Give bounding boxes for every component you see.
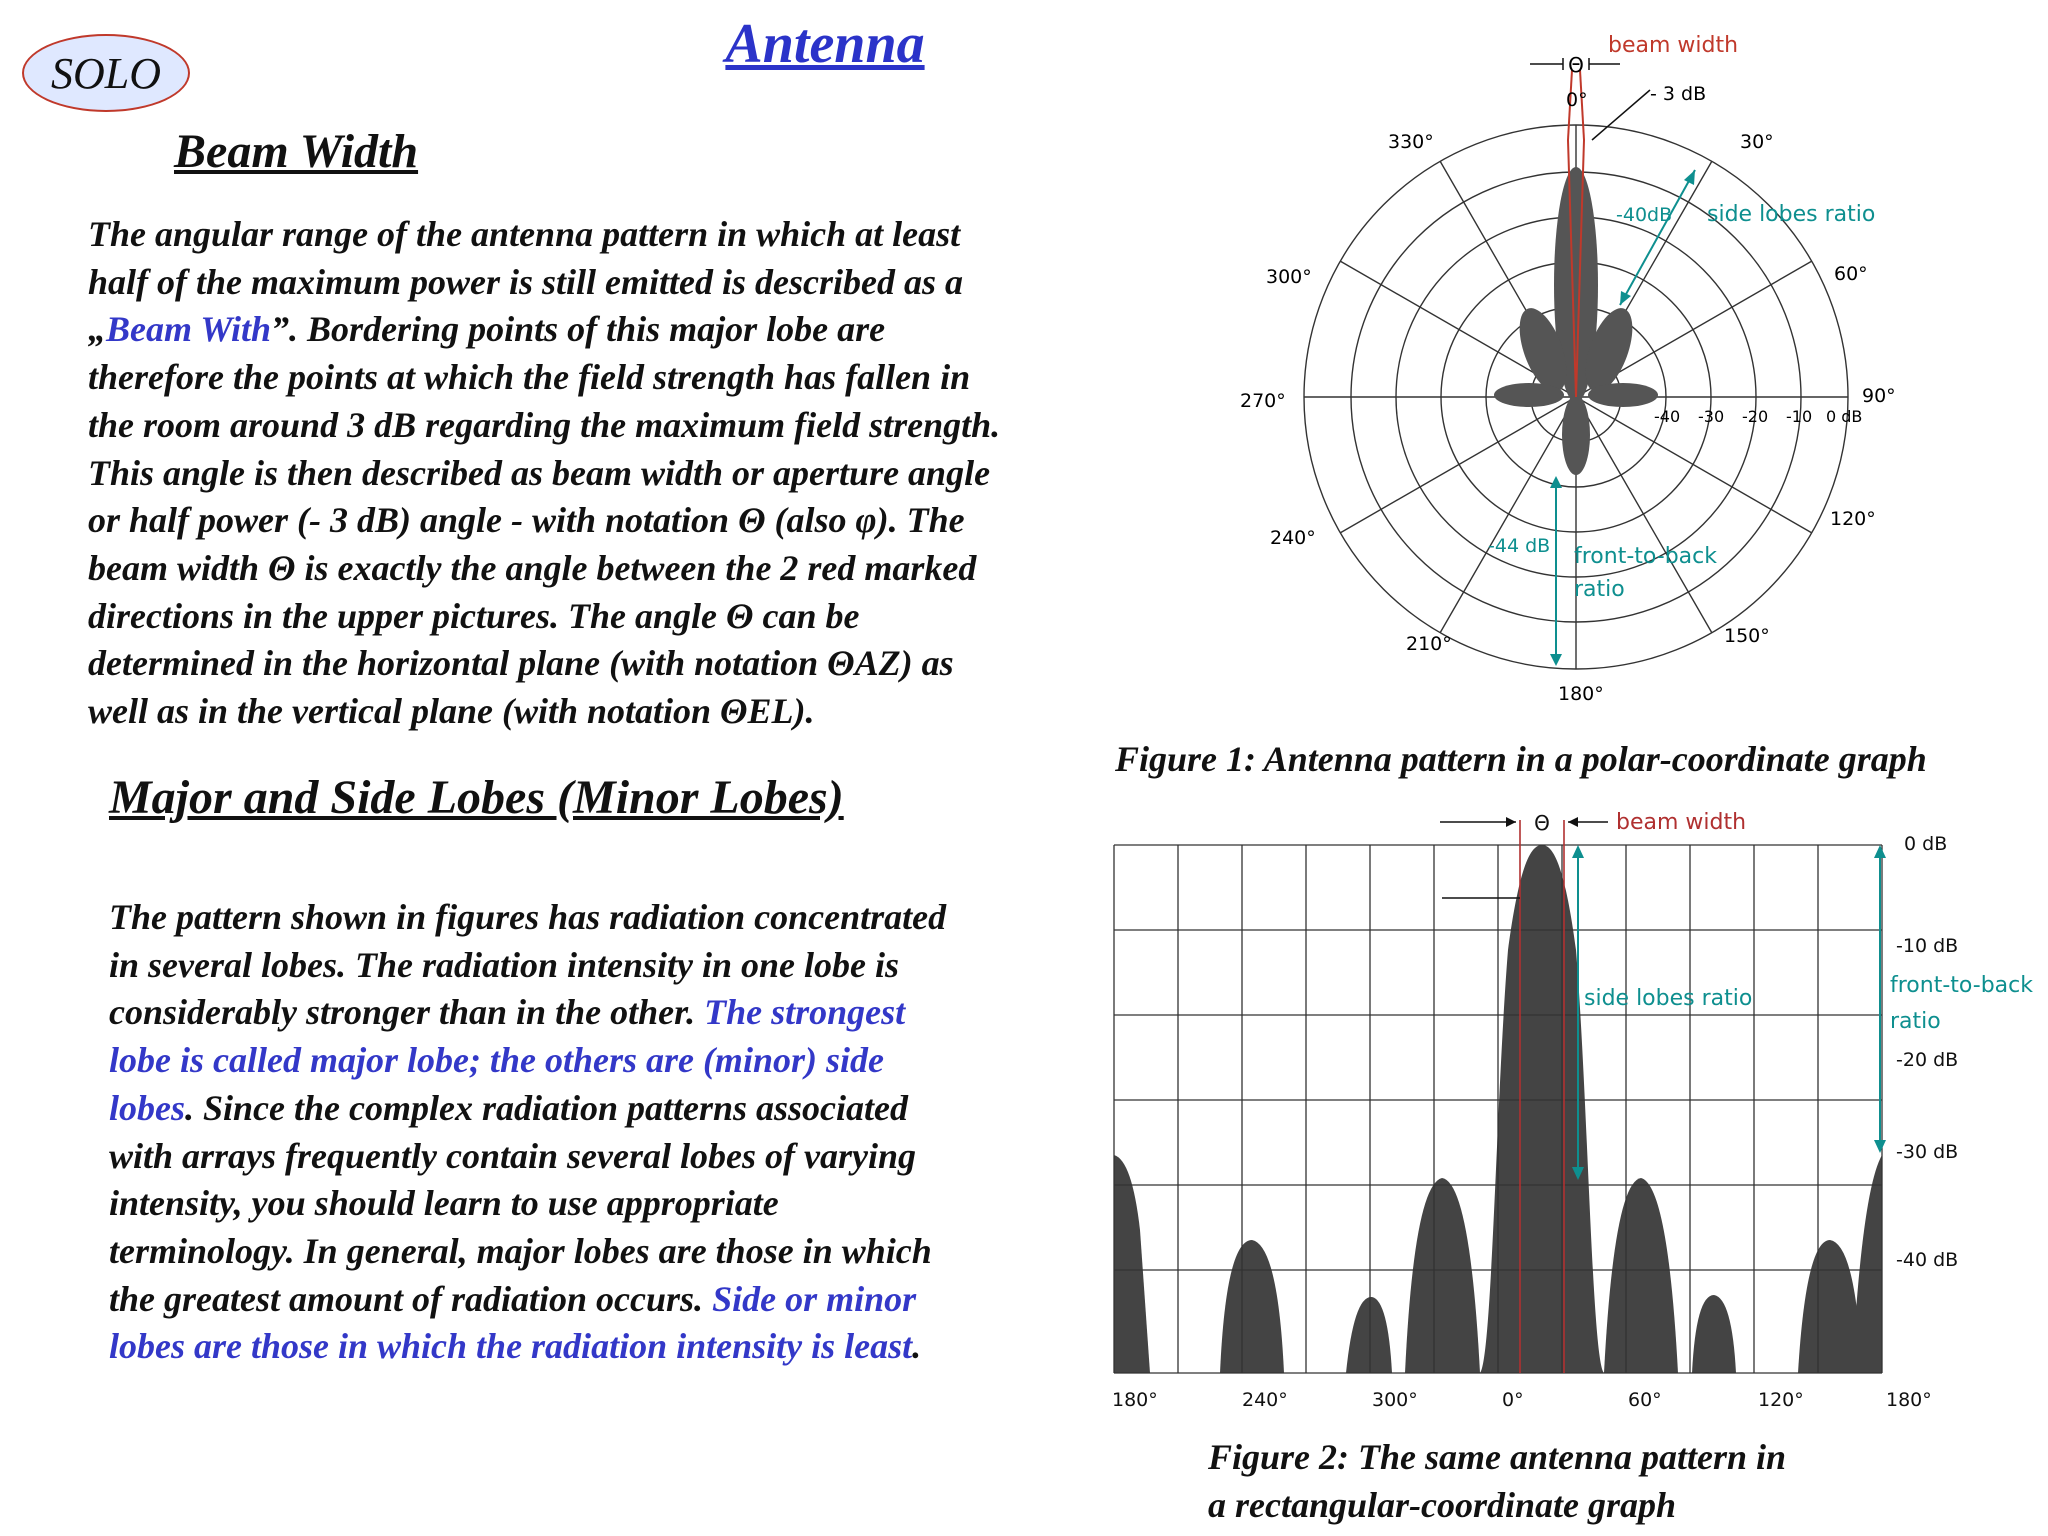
text-segment: with arrays frequently contain several lobes of varying (109, 1135, 916, 1176)
text-segment: terminology. In general, major lobes are those in which (109, 1230, 932, 1271)
fig2-db-label: -30 dB (1896, 1141, 1959, 1163)
page-title: Antenna (725, 13, 925, 75)
fig1-front-back-label-1: front-to-back (1574, 544, 1717, 569)
text-segment: determined in the horizontal plane (with notation ΘAZ) as (88, 643, 954, 684)
fig1-scale-40: -40 (1654, 407, 1681, 426)
beam-width-line (88, 497, 1128, 545)
pattern-lobe (1405, 1178, 1480, 1373)
front-back-arrow-head-up (1874, 845, 1886, 858)
fig1-angle-210: 210° (1406, 633, 1452, 655)
beam-width-line (88, 211, 1128, 259)
text-segment: therefore the points at which the field strength has fallen in (88, 357, 971, 398)
lobes-line (109, 1037, 1109, 1085)
lobes-line (109, 1276, 1109, 1324)
highlighted-text: Side or minor (712, 1278, 917, 1319)
fig2-db-label: 0 dB (1904, 833, 1948, 855)
theta-arrow-right-head (1568, 817, 1578, 827)
fig1-front-back-label-2: ratio (1574, 577, 1625, 602)
pattern-lobe (1798, 1240, 1862, 1373)
fig2-front-back-label-1: front-to-back (1890, 973, 2033, 998)
figure2-caption (1208, 1433, 1786, 1529)
polar-pattern-figure (1220, 30, 2020, 720)
beam-width-line (88, 402, 1128, 450)
lobes-line (109, 942, 1109, 990)
fig1-angle-60: 60° (1834, 263, 1868, 285)
fig1-minus3-label: - 3 dB (1650, 83, 1707, 105)
fig2-front-back-label-2: ratio (1890, 1009, 1941, 1034)
theta-arrow-left-head (1506, 817, 1516, 827)
beam-width-line (88, 354, 1128, 402)
fig2-x-label: 300° (1372, 1389, 1418, 1411)
fig1-angle-240: 240° (1270, 527, 1316, 549)
pattern-lobe (1692, 1295, 1736, 1373)
pattern-lobe (1604, 1178, 1678, 1373)
fig1-fb-head-down (1550, 654, 1562, 666)
fig2-theta: Θ (1534, 811, 1550, 835)
text-segment: well as in the vertical plane (with notation ΘEL). (88, 691, 815, 732)
text-segment: This angle is then described as beam width or aperture angle (88, 452, 991, 493)
fig1-side-lobes-label: side lobes ratio (1707, 202, 1876, 227)
fig1-beam-width-label: beam width (1608, 33, 1739, 58)
text-segment: intensity, you should learn to use appropriate (109, 1183, 779, 1224)
highlighted-text: lobe is called major lobe; the others are (minor) side (109, 1040, 884, 1081)
beam-width-line (88, 640, 1128, 688)
fig2-beam-width-label: beam width (1616, 810, 1747, 835)
pattern-lobe (1114, 1155, 1150, 1373)
fig2-x-label: 60° (1628, 1389, 1662, 1411)
beam-width-line (88, 259, 1128, 307)
text-segment: in several lobes. The radiation intensity in one lobe is (109, 944, 900, 985)
fig1-angle-270: 270° (1240, 390, 1286, 412)
lobes-line (109, 1180, 1109, 1228)
text-segment: or half power (- 3 dB) angle - with notation Θ (also φ). The (88, 500, 965, 541)
fig1-angle-300: 300° (1266, 266, 1312, 288)
fig2-x-label: 180° (1112, 1389, 1158, 1411)
front-back-arrow-head-down (1874, 1140, 1886, 1153)
fig1-minus40-label: -40dB (1616, 204, 1673, 226)
fig1-side-lobe-arrow (1620, 170, 1695, 305)
text-segment: the greatest amount of radiation occurs. (109, 1278, 713, 1319)
figure2-caption-line-1: Figure 2: The same antenna pattern in (1208, 1437, 1787, 1477)
text-segment: „ (88, 309, 106, 350)
fig1-fb-head-up (1550, 476, 1562, 488)
text-segment: . Since the complex radiation patterns associated (185, 1087, 909, 1128)
beam-width-line (88, 688, 1128, 736)
fig2-side-lobes-label: side lobes ratio (1584, 986, 1753, 1011)
fig1-angle-90: 90° (1862, 385, 1896, 407)
text-segment: beam width Θ is exactly the angle between the 2 red marked (88, 547, 977, 588)
text-segment: half of the maximum power is still emitted is described as a (88, 261, 964, 302)
fig2-x-label: 0° (1502, 1389, 1524, 1411)
fig2-db-label: -10 dB (1896, 935, 1959, 957)
beam-width-line (88, 593, 1128, 641)
text-segment: considerably stronger than in the other. (109, 992, 705, 1033)
lobes-line (109, 1228, 1109, 1276)
figure2-caption-line-2: a rectangular-coordinate graph (1208, 1485, 1677, 1525)
pattern-lobe (1852, 1155, 1882, 1373)
lobes-line (109, 1085, 1109, 1133)
fig1-zero-label: 0° (1566, 89, 1588, 111)
fig1-angle-120: 120° (1830, 508, 1876, 530)
lobes-paragraph (109, 894, 1109, 1371)
fig2-x-label: 240° (1242, 1389, 1288, 1411)
lobes-line (109, 989, 1109, 1037)
fig1-angle-150: 150° (1724, 625, 1770, 647)
fig1-minus44-label: -44 dB (1488, 535, 1551, 557)
fig1-angle-30: 30° (1740, 131, 1774, 153)
text-segment: The pattern shown in figures has radiation concentrated (109, 897, 947, 937)
pattern-lobe (1346, 1297, 1392, 1373)
text-segment: . (912, 1326, 922, 1367)
fig1-theta: Θ (1568, 53, 1584, 77)
text-segment: ”. Bordering points of this major lobe are (271, 309, 886, 350)
side-lobes-arrow-head-up (1572, 845, 1584, 858)
highlighted-text: lobes are those in which the radiation intensity is least (109, 1326, 913, 1367)
pattern-lobe (1220, 1240, 1284, 1373)
fig1-scale-10: -10 (1786, 407, 1813, 426)
rectangular-pattern-figure (1080, 800, 2048, 1420)
figure1-caption: Figure 1: Antenna pattern in a polar-coordinate graph (1115, 739, 1927, 779)
highlighted-text: lobes (109, 1087, 185, 1128)
lobes-line (109, 1323, 1109, 1371)
highlighted-text: Beam With (106, 309, 272, 350)
highlighted-text: The strongest (704, 992, 906, 1033)
fig1-arrow-head-up (1684, 170, 1695, 185)
fig1-angle-330: 330° (1388, 131, 1434, 153)
beam-width-heading: Beam Width (174, 125, 419, 178)
fig1-scale-20: -20 (1742, 407, 1769, 426)
fig1-scale-30: -30 (1698, 407, 1725, 426)
text-segment: the room around 3 dB regarding the maximum field strength. (88, 404, 1001, 445)
beam-width-line (88, 306, 1128, 354)
theta-arrows (1530, 58, 1650, 140)
text-segment: directions in the upper pictures. The angle Θ can be (88, 595, 860, 636)
lobes-heading: Major and Side Lobes (Minor Lobes) (109, 771, 844, 824)
fig2-db-label: -20 dB (1896, 1049, 1959, 1071)
lobes-line (109, 1133, 1109, 1181)
beam-width-line (88, 450, 1128, 498)
fig1-angle-180: 180° (1558, 683, 1604, 705)
fig1-scale-0: 0 dB (1826, 407, 1863, 426)
text-segment: The angular range of the antenna pattern in which at least (88, 214, 961, 254)
fig2-x-label: 120° (1758, 1389, 1804, 1411)
beam-width-line (88, 545, 1128, 593)
beam-width-paragraph (88, 211, 1128, 736)
logo-text: SOLO (50, 48, 162, 98)
solo-logo (22, 34, 190, 112)
fig2-db-label: -40 dB (1896, 1249, 1959, 1271)
fig2-x-label: 180° (1886, 1389, 1932, 1411)
lobes-line (109, 894, 1109, 942)
